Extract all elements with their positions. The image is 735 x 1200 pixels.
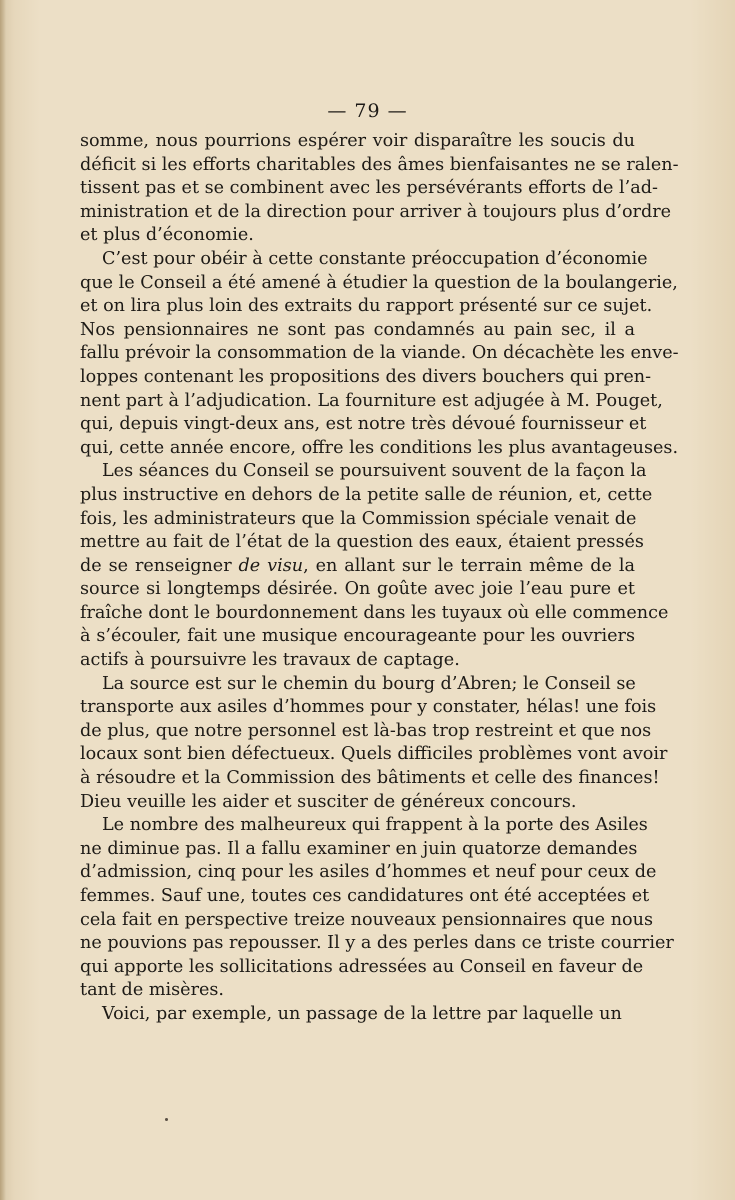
paragraph (80, 248, 679, 460)
text-line: somme, nous pourrions espérer voir disparaître les soucis du (80, 131, 635, 151)
text-line: ne diminue pas. Il a fallu examiner en juin quatorze demandes (80, 838, 638, 859)
text-line: Le nombre des malheureux qui frappent à la porte des Asiles (102, 815, 648, 836)
text-line: locaux sont bien défectueux. Quels difficiles problèmes vont avoir (80, 744, 668, 765)
text-line: et plus d’économie. (80, 225, 254, 246)
ink-speck (165, 1118, 168, 1121)
text-line: que le Conseil a été amené à étudier la question de la boulangerie, (80, 272, 678, 293)
text-line: Dieu veuille les aider et susciter de généreux concours. (80, 791, 577, 812)
text-line: transporte aux asiles d’hommes pour y constater, hélas! une fois (80, 697, 657, 718)
text-line: fallu prévoir la consommation de la viande. On décachète les enve- (80, 343, 679, 364)
text-line: La source est sur le chemin du bourg d’Abren; le Conseil se (102, 673, 636, 694)
text-line: qui apporte les sollicitations adressées au Conseil en faveur de (80, 956, 644, 977)
text-line: plus instructive en dehors de la petite salle de réunion, et, cette (80, 484, 653, 505)
text-line: nent part à l’adjudication. La fourniture est adjugée à M. Pouget, (80, 390, 663, 411)
page-number: — 79 — (327, 100, 408, 122)
text-line: et on lira plus loin des extraits du rapport présenté sur ce sujet. (80, 296, 653, 317)
text-line: tissent pas et se combinent avec les persévérants efforts de l’ad- (80, 178, 658, 199)
text-line: C’est pour obéir à cette constante préoccupation d’économie (102, 248, 648, 269)
text-line: qui, depuis vingt-deux ans, est notre très dévoué fournisseur et (80, 414, 647, 435)
text-line: tant de misères. (80, 980, 225, 1001)
text-line: fraîche dont le bourdonnement dans les tuyaux où elle commence (80, 602, 669, 623)
text-line: loppes contenant les propositions des divers bouchers qui pren- (80, 366, 652, 387)
text-line: source si longtemps désirée. On goûte avec joie l’eau pure et (80, 579, 635, 600)
text-line: cela fait en perspective treize nouveaux pensionnaires que nous (80, 909, 653, 930)
text-line: actifs à poursuivre les travaux de captage. (80, 650, 460, 671)
text-line: qui, cette année encore, offre les conditions les plus avantageuses. (80, 437, 679, 458)
text-line: Les séances du Conseil se poursuivent souvent de la façon la (102, 461, 647, 482)
text-line: ministration et de la direction pour arriver à toujours plus d’ordre (80, 201, 672, 222)
text-line: déficit si les efforts charitables des âmes bienfaisantes ne se ralen- (80, 154, 679, 175)
body-text (80, 130, 679, 1027)
text-line: ne pouvions pas repousser. Il y a des perles dans ce triste courrier (80, 933, 674, 954)
text-line: d’admission, cinq pour les asiles d’hommes et neuf pour ceux de (80, 862, 657, 883)
spine-shadow (0, 0, 6, 1200)
text-line: mettre au fait de l’état de la question des eaux, étaient pressés (80, 532, 644, 553)
text-line: à s’écouler, fait une musique encourageante pour les ouvriers (80, 626, 635, 647)
text-line: de se renseigner de visu, en allant sur le terrain même de la (80, 555, 636, 576)
text-line: de plus, que notre personnel est là-bas trop restreint et que nos (80, 720, 652, 741)
paragraph (80, 130, 679, 248)
text-line: Voici, par exemple, un passage de la lettre par laquelle un (102, 1003, 622, 1024)
paragraph (80, 814, 674, 1003)
paragraph (80, 460, 669, 672)
text-line: à résoudre et la Commission des bâtiments et celle des finances! (80, 768, 660, 789)
paragraph (80, 673, 668, 815)
text-line: femmes. Sauf une, toutes ces candidatures ont été acceptées et (80, 886, 650, 906)
text-line: fois, les administrateurs que la Commission spéciale venait de (80, 508, 637, 529)
italic-phrase: de visu (238, 555, 304, 576)
paragraph (80, 1003, 635, 1027)
text-line: Nos pensionnaires ne sont pas condamnés au pain sec, il a (80, 319, 635, 340)
